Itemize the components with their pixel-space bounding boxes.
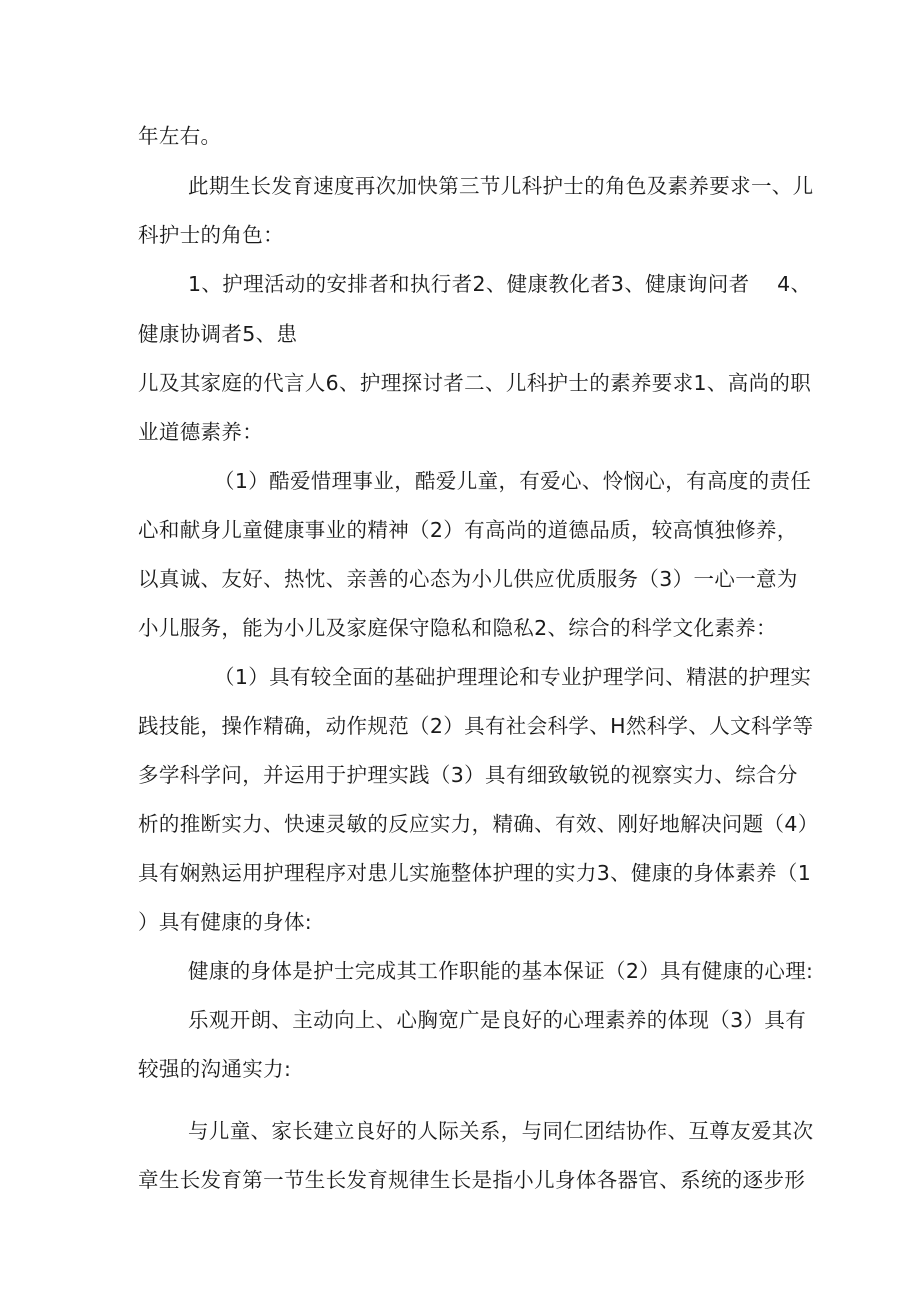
text-line: 析的推断实力、快速灵敏的反应实力，精确、有效、刚好地解决问题（4） bbox=[138, 812, 819, 836]
text-line: 健康协调者5、患 bbox=[138, 322, 298, 346]
text-line: 年左右。 bbox=[138, 124, 222, 148]
text-line: 小儿服务，能为小儿及家庭保守隐私和隐私2、综合的科学文化素养： bbox=[138, 616, 777, 640]
text-line: 心和献身儿童健康事业的精神（2）有高尚的道德品质，较高慎独修养， bbox=[138, 518, 798, 542]
text-line: 业道德素养： bbox=[138, 420, 264, 444]
text-line: 乐观开朗、主动向上、心胸宽广是良好的心理素养的体现（3）具有 bbox=[188, 1008, 807, 1032]
text-line: 以真诚、友好、热忱、亲善的心态为小儿供应优质服务（3）一心一意为 bbox=[138, 567, 798, 591]
text-line: 较强的沟通实力: bbox=[138, 1057, 292, 1081]
text-line: （1）具有较全面的基础护理理论和专业护理学问、精湛的护理实 bbox=[214, 665, 812, 689]
text-line: 践技能，操作精确，动作规范（2）具有社会科学、H然科学、人文科学等 bbox=[138, 714, 814, 738]
text-line: 健康的身体是护士完成其工作职能的基本保证（2）具有健康的心理: bbox=[188, 959, 814, 983]
text-line: 具有娴熟运用护理程序对患儿实施整体护理的实力3、健康的身体素养（1 bbox=[138, 861, 812, 885]
text-line: （1）酷爱惜理事业，酷爱儿童，有爱心、怜悯心，有高度的责任 bbox=[214, 469, 812, 493]
text-line: 儿及其家庭的代言人6、护理探讨者二、儿科护士的素养要求1、高尚的职 bbox=[138, 371, 812, 395]
text-line: 此期生长发育速度再次加快第三节儿科护士的角色及素养要求一、儿 bbox=[188, 174, 814, 198]
text-line: 科护士的角色： bbox=[138, 223, 284, 247]
text-line: ）具有健康的身体: bbox=[138, 910, 313, 934]
text-line: 与儿童、家长建立良好的人际关系，与同仁团结协作、互尊友爱其次 bbox=[188, 1119, 814, 1143]
text-line: 1、护理活动的安排者和执行者2、健康教化者3、健康询问者 4、 bbox=[188, 272, 812, 296]
text-line: 章生长发育第一节生长发育规律生长是指小儿身体各器官、系统的逐步形 bbox=[138, 1168, 806, 1192]
text-line: 多学科学问，并运用于护理实践（3）具有细致敏锐的视察实力、综合分 bbox=[138, 763, 798, 787]
